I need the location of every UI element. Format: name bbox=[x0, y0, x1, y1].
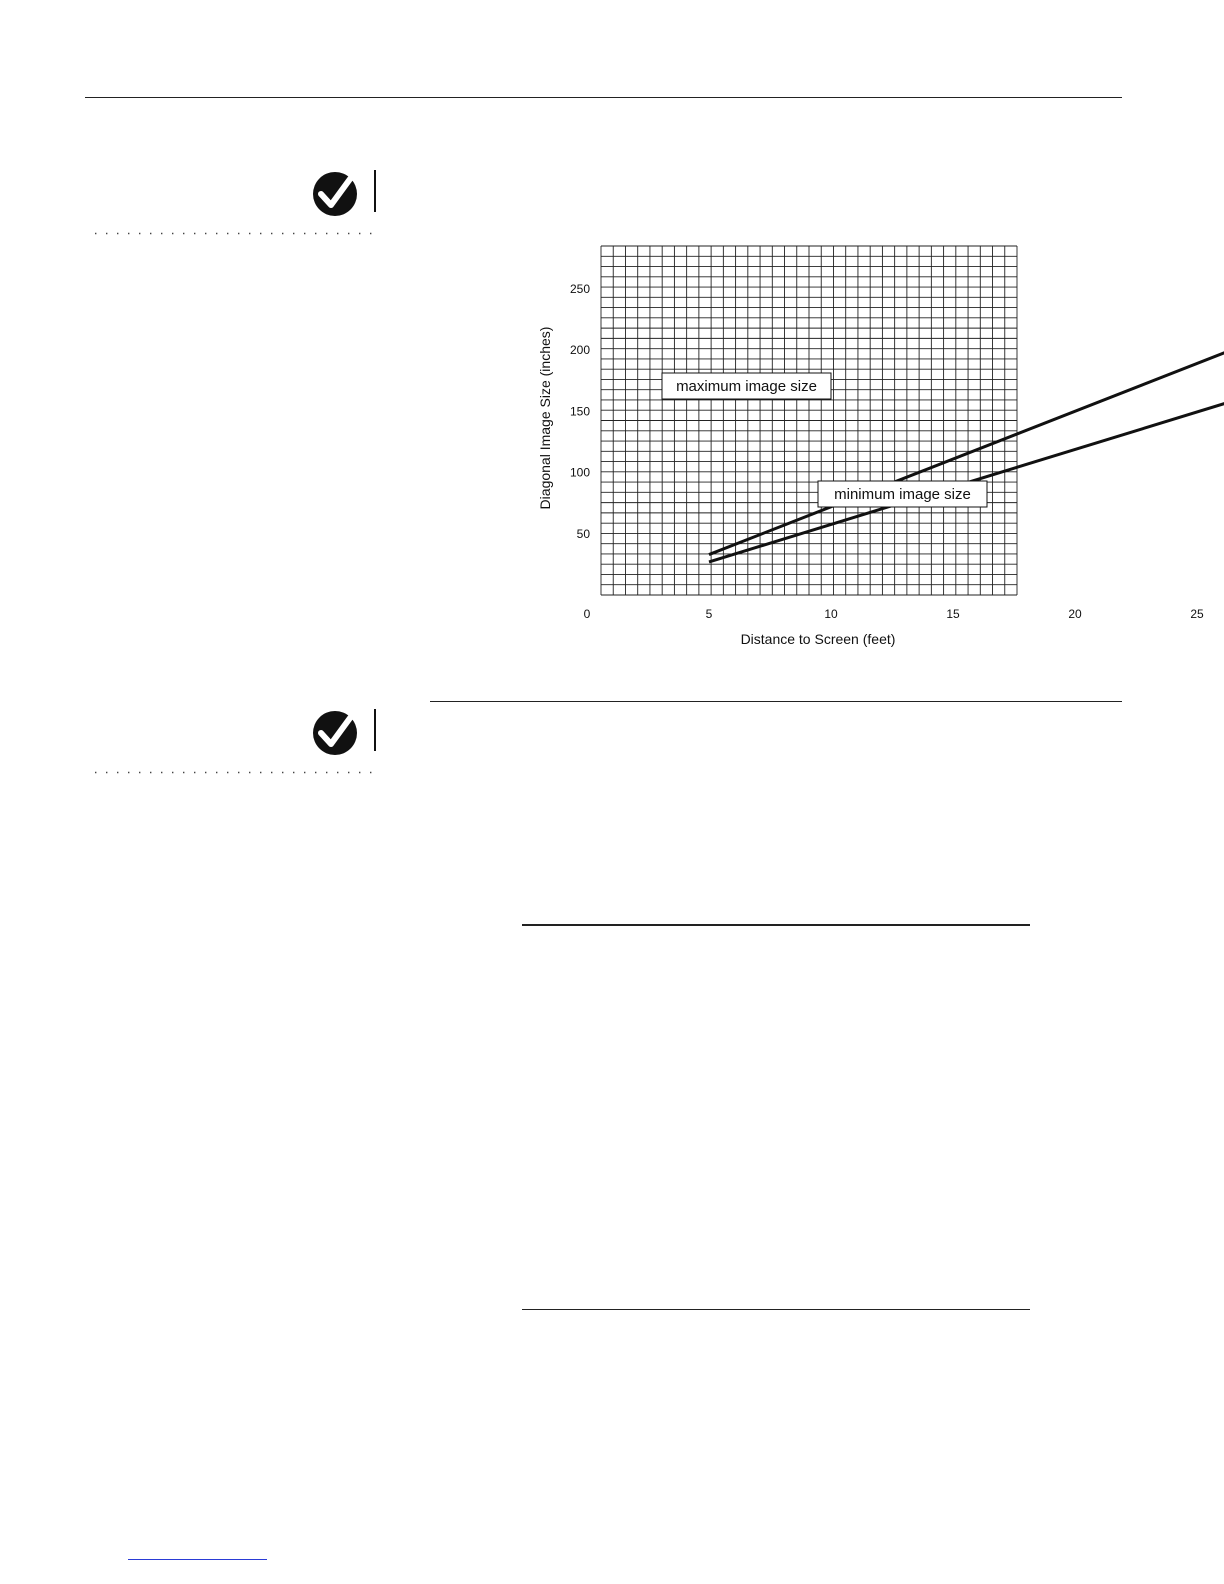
chart-grid bbox=[601, 246, 1017, 595]
x-tick-label: 10 bbox=[824, 607, 838, 621]
x-axis-label: Distance to Screen (feet) bbox=[740, 631, 896, 647]
dotted-separator bbox=[95, 771, 380, 774]
footer-link-underline bbox=[128, 1559, 267, 1560]
x-tick-label: 20 bbox=[1068, 607, 1082, 621]
chart-series bbox=[709, 316, 1224, 562]
y-tick-label: 150 bbox=[569, 404, 590, 419]
series-label: maximum image size bbox=[676, 378, 817, 395]
series-label: minimum image size bbox=[834, 486, 971, 503]
y-axis-label: Diagonal Image Size (inches) bbox=[537, 326, 553, 510]
note-divider-bar bbox=[374, 170, 376, 212]
note-check-icon bbox=[312, 170, 362, 218]
x-tick-label: 25 bbox=[1190, 607, 1204, 621]
y-tick-label: 250 bbox=[569, 281, 590, 296]
x-tick-label: 0 bbox=[583, 607, 591, 621]
note-divider-bar bbox=[374, 709, 376, 751]
y-tick-label: 200 bbox=[569, 343, 590, 357]
chart bbox=[530, 240, 1204, 660]
x-tick-label: 15 bbox=[946, 607, 960, 621]
table-top-rule bbox=[522, 924, 1030, 926]
y-tick-label: 50 bbox=[576, 526, 590, 541]
dotted-separator bbox=[95, 232, 380, 235]
y-tick-label: 100 bbox=[569, 465, 590, 480]
note-check-icon bbox=[312, 709, 362, 757]
section-rule bbox=[430, 701, 1122, 702]
table-bottom-rule bbox=[522, 1309, 1030, 1310]
series-line-maximum bbox=[709, 316, 1224, 555]
x-tick-label: 5 bbox=[705, 607, 713, 621]
header-rule bbox=[85, 97, 1122, 98]
